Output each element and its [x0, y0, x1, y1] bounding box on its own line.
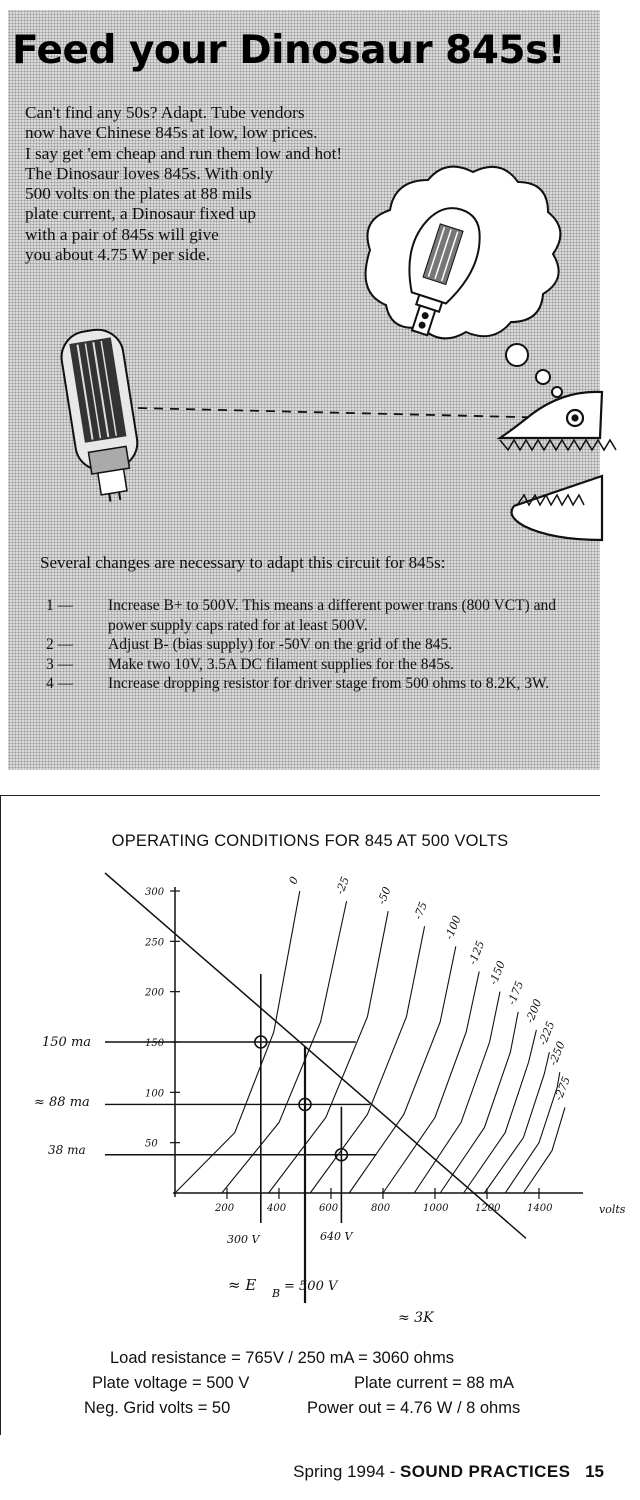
grid-curve	[464, 1030, 537, 1193]
grid-curve	[222, 901, 347, 1193]
x-tick-label: 1400	[527, 1203, 553, 1214]
neg-grid-volts: Neg. Grid volts = 50	[84, 1399, 231, 1417]
intro-line: The Dinosaur loves 845s. With only	[25, 163, 274, 183]
label-load-3k: ≈ 3K	[398, 1310, 434, 1326]
change-step	[46, 596, 596, 635]
step-text: Increase dropping resistor for driver stage from 500 ohms to 8.2K, 3W.	[108, 675, 550, 693]
change-steps-list	[46, 596, 596, 694]
intro-line: 500 volts on the plates at 88 mils	[25, 184, 252, 204]
grid-curve-label: -275	[551, 1074, 574, 1103]
x-tick-label: 800	[371, 1203, 391, 1214]
power-out: Power out = 4.76 W / 8 ohms	[307, 1399, 521, 1417]
grid-curve	[414, 992, 500, 1193]
label-150ma: 150 ma	[42, 1035, 92, 1050]
change-step	[46, 635, 596, 655]
plate-curves-chart	[0, 870, 640, 1340]
footer-season: Spring 1994 -	[293, 1462, 396, 1481]
thought-bubbles-icon	[506, 344, 562, 397]
label-eb: ≈ E	[228, 1276, 257, 1294]
intro-line: you about 4.75 W per side.	[25, 245, 211, 265]
y-tick-label: 150	[145, 1038, 165, 1049]
load-line	[105, 873, 526, 1238]
x-tick-label: 600	[319, 1203, 339, 1214]
y-tick-label: 250	[145, 937, 165, 949]
intro-line: with a pair of 845s will give	[25, 224, 219, 244]
step-text: Adjust B- (bias supply) for -50V on the grid of the 845.	[108, 636, 453, 654]
section-divider	[0, 795, 600, 796]
grid-curve	[484, 1052, 549, 1193]
dinosaur-cartoon-illustration	[0, 0, 640, 560]
y-tick-label: 50	[145, 1138, 158, 1150]
vacuum-tube-845-icon	[58, 326, 146, 506]
label-38ma: 38 ma	[48, 1143, 86, 1157]
step-number: 1 —	[46, 597, 74, 614]
chart-annotations	[34, 1035, 435, 1326]
step-number: 4 —	[46, 675, 74, 693]
dashed-gaze-line	[138, 408, 560, 418]
intro-line: now have Chinese 845s at low, low prices.	[25, 123, 318, 143]
grid-curve-label: -150	[486, 959, 509, 987]
change-step	[46, 655, 596, 675]
grid-curve-label: -75	[411, 900, 431, 922]
x-tick-label: 400	[267, 1203, 287, 1214]
headline: Feed your Dinosaur 845s!	[12, 28, 566, 73]
load-resistance: Load resistance = 765V / 250 mA = 3060 ohms	[110, 1349, 454, 1367]
grid-curve	[349, 946, 456, 1193]
step-number: 2 —	[46, 636, 74, 654]
grid-curve	[440, 1012, 518, 1193]
grid-curve	[269, 911, 389, 1193]
grid-curve-label: -200	[523, 997, 545, 1026]
grid-curve	[505, 1072, 560, 1193]
y-tick-label: 200	[145, 987, 165, 999]
grid-curve-label: -50	[374, 884, 394, 907]
plate-current: Plate current = 88 mA	[354, 1374, 515, 1392]
grid-curve-label: -250	[546, 1039, 568, 1068]
change-step	[46, 674, 596, 694]
chart-title: OPERATING CONDITIONS FOR 845 AT 500 VOLTS	[111, 832, 509, 850]
grid-curve-label: -125	[465, 938, 488, 967]
label-eb-sub: B	[272, 1287, 281, 1300]
grid-curve-label: -175	[504, 979, 527, 1007]
label-eb-value: = 500 V	[284, 1279, 338, 1294]
grid-curve-label: -225	[536, 1019, 558, 1048]
x-tick-label: 200	[215, 1203, 235, 1214]
footer-publication: SOUND PRACTICES	[399, 1462, 571, 1481]
label-88ma: ≈ 88 ma	[34, 1095, 90, 1110]
page-footer	[293, 1462, 604, 1482]
grid-curve	[383, 972, 479, 1193]
y-tick-label: 100	[145, 1088, 165, 1100]
intro-line: plate current, a Dinosaur fixed up	[25, 204, 256, 224]
label-300v: 300 V	[227, 1233, 260, 1246]
changes-intro: Several changes are necessary to adapt this circuit for 845s:	[40, 553, 446, 572]
dinosaur-head-icon	[500, 392, 616, 540]
intro-line: I say get 'em cheap and run them low and hot!	[25, 143, 343, 163]
label-640v: 640 V	[320, 1230, 353, 1243]
step-number: 3 —	[46, 655, 74, 673]
plate-voltage: Plate voltage = 500 V	[92, 1374, 250, 1392]
step-text: Make two 10V, 3.5A DC filament supplies for the 845s.	[108, 655, 454, 673]
grid-curve-label: 0	[286, 874, 302, 887]
x-tick-label: 1200	[475, 1203, 501, 1214]
y-tick-label: 300	[145, 887, 165, 898]
grid-curve-label: -100	[442, 913, 464, 942]
step-text: Increase B+ to 500V. This means a different power trans (800 VCT) and power supply caps rated for at least 500V.	[108, 597, 556, 634]
grid-curve-label: -25	[333, 874, 353, 897]
footer-page-number: 15	[585, 1462, 604, 1481]
x-axis-label: volts	[599, 1203, 626, 1216]
intro-line: Can't find any 50s? Adapt. Tube vendors	[25, 103, 305, 122]
x-tick-label: 1000	[423, 1203, 449, 1214]
grid-curve	[310, 926, 424, 1193]
